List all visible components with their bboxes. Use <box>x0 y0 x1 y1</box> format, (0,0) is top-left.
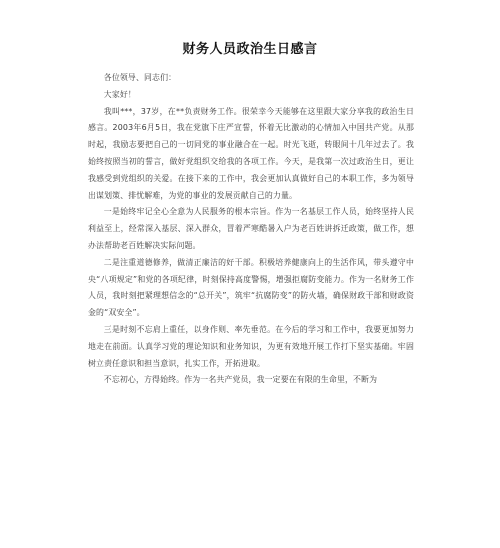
point-one-paragraph: 一是始终牢记全心全意为人民服务的根本宗旨。作为一名基层工作人员，始终坚持人民利益至上，经常深入基层、深入群众，冒着严寒酷暑入户为老百姓讲拆迁政策，做工作，想办法帮助老百姓解决实际问题。 <box>88 207 414 250</box>
point-two-paragraph: 二是注重道德修养，做清正廉洁的好干部。积极培养健康向上的生活作风，带头遵守中央“八项规定”和党的各项纪律，时刻保持高度警惕，增强拒腐防变能力。作为一名财务工作人员，我时刻把紧理想信念的“总开关”，筑牢“抗腐防变”的防火墙，确保财政干部和财政资金的“双安全”。 <box>88 257 414 318</box>
document-body <box>88 70 414 389</box>
closing-paragraph: 不忘初心，方得始终。作为一名共产党员，我一定要在有限的生命里，不断为 <box>103 375 378 385</box>
salutation-paragraph: 各位领导、同志们： <box>103 73 177 82</box>
intro-paragraph: 我叫***，37岁，在**负责财务工作。很荣幸今天能够在这里跟大家分享我的政治生日感言。2003年6月5日，我在党旗下庄严宣誓，怀着无比激动的心情加入中国共产党。从那时起，我励志要把自己的一切同党的事业融合在一起。时光飞逝，转眼间十几年过去了。我始终按照当初的誓言，做好党组织交给我的各项工作。今天，是我第一次过政治生日，更让我感受到党组织的关爱。在接下来的工作中，我会更加认真做好自己的本职工作，多为领导出谋划策、排忧解难，为党的事业的发展贡献自己的力量。 <box>88 106 414 200</box>
document-title: 财务人员政治生日感言 <box>182 42 318 57</box>
point-three-paragraph: 三是时刻不忘肩上重任，以身作则、率先垂范。在今后的学习和工作中，我要更加努力地走在前面。认真学习党的理论知识和业务知识，为更有效地开展工作打下坚实基础。牢固树立责任意识和担当意识，扎实工作，开拓进取。 <box>88 324 414 368</box>
greeting-paragraph: 大家好！ <box>103 89 136 99</box>
